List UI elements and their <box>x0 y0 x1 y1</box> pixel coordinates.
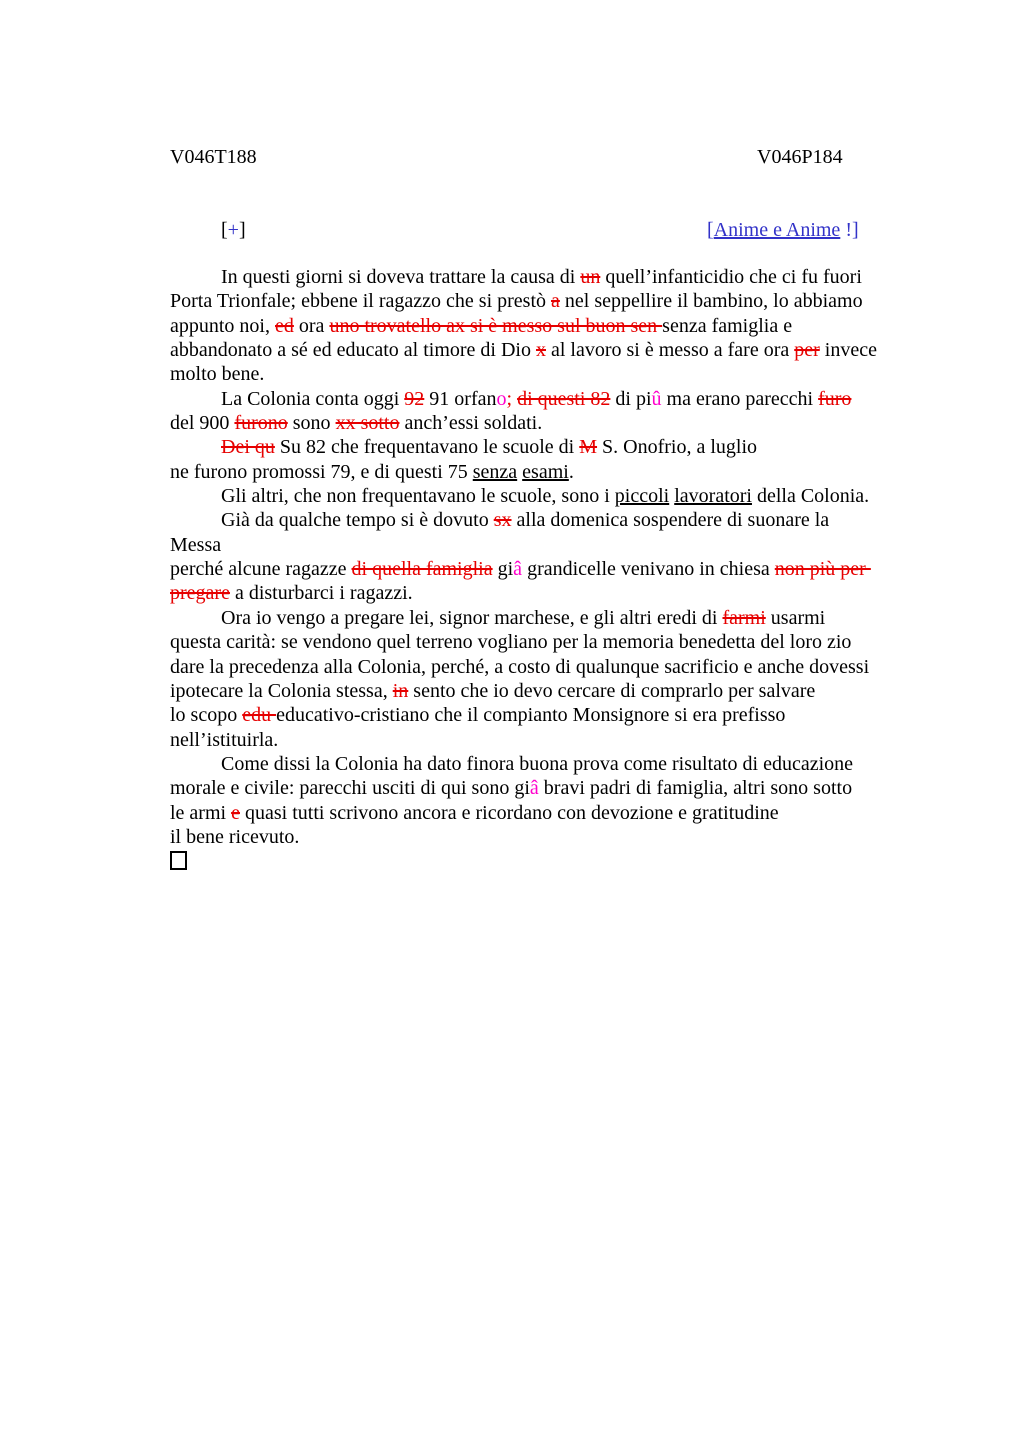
open-bracket: [ <box>221 219 228 241</box>
deleted-text: uno trovatello ax si è messo sul buon sen <box>329 314 663 337</box>
text-run: anch’essi soldati. <box>399 412 543 435</box>
document-body <box>170 265 950 875</box>
text-line <box>170 508 950 532</box>
close-bracket: ] <box>238 219 246 241</box>
deleted-text: M <box>579 436 598 459</box>
text-run: appunto noi, <box>170 314 275 337</box>
text-run: al lavoro si è messo a fare ora <box>546 339 795 362</box>
anime-link[interactable]: Anime e Anime <box>713 219 841 241</box>
deleted-text: ed <box>275 314 294 337</box>
text-run: Ora io vengo a pregare lei, signor marchese, e gli altri eredi di <box>221 606 723 629</box>
text-run: ma erano parecchi <box>661 387 819 410</box>
text-run: dare la precedenza alla Colonia, perché, a costo di qualunque sacrificio e anche dovessi <box>170 655 870 678</box>
text-line <box>170 703 950 727</box>
text-run: La Colonia conta oggi <box>221 387 405 410</box>
text-run: bravi padri di famiglia, altri sono sotto <box>538 777 853 800</box>
text-run: quasi tutti scrivono ancora e ricordano con devozione e gratitudine <box>239 801 779 824</box>
text-line <box>170 776 950 800</box>
text-run: educativo-cristiano che il compianto Monsignore si era prefisso <box>276 704 786 727</box>
deleted-text: furo <box>818 387 852 410</box>
deleted-text: a <box>551 290 560 313</box>
text-line <box>170 435 950 459</box>
text-run: ne furono promossi 79, e di questi 75 <box>170 460 473 483</box>
text-line <box>170 289 950 313</box>
variant-char: o <box>496 387 507 410</box>
deleted-text: un <box>580 266 601 288</box>
text-run: di pi <box>610 387 652 410</box>
deleted-text: di quella famiglia <box>351 558 493 581</box>
text-run: usarmi <box>765 606 826 629</box>
text-line <box>170 557 950 581</box>
text-run: Già da qualche tempo si è dovuto <box>221 509 494 532</box>
text-line <box>170 606 950 630</box>
text-line <box>170 314 950 338</box>
text-run: perché alcune ragazze <box>170 558 352 581</box>
exclamation-mark: ! <box>840 219 852 241</box>
text-run: le armi <box>170 801 232 824</box>
deleted-text: in <box>392 679 409 702</box>
text-run: Porta Trionfale; ebbene il ragazzo che si prestò <box>170 290 551 313</box>
text-run: gi <box>492 558 514 581</box>
page-id-right: V046P184 <box>757 146 843 168</box>
plus-marker-icon[interactable]: + <box>227 219 239 241</box>
text-run: In questi giorni si doveva trattare la causa di <box>221 266 581 288</box>
variant-char: û <box>651 387 662 410</box>
variant-char: â <box>513 558 523 581</box>
deleted-text: pregare <box>170 582 230 605</box>
text-run: lo scopo <box>170 704 243 727</box>
deleted-text: farmi <box>722 606 766 629</box>
text-line <box>170 581 950 605</box>
text-run: sento che io devo cercare di comprarlo per salvare <box>408 679 816 702</box>
text-run: Messa <box>170 533 222 556</box>
deleted-text: per <box>794 339 820 362</box>
text-run: questa carità: se vendono quel terreno vogliano per la memoria benedetta del loro zio <box>170 631 852 654</box>
text-run: nel seppellire il bambino, lo abbiamo <box>559 290 863 313</box>
text-run: quell’infanticidio che ci fu fuori <box>600 266 862 288</box>
text-run: a disturbarci i ragazzi. <box>229 582 413 605</box>
page-id-row <box>170 146 950 169</box>
page-id-left: V046T188 <box>170 146 257 168</box>
text-run: invece <box>819 339 877 362</box>
marker-row <box>170 219 950 242</box>
open-bracket: [ <box>707 219 714 241</box>
underlined-text: piccoli <box>614 485 670 508</box>
deleted-text: e <box>231 801 240 824</box>
text-run: senza famiglia e <box>662 314 793 337</box>
text-line <box>170 411 950 435</box>
expand-marker <box>221 219 246 241</box>
text-run: sono <box>287 412 336 435</box>
deleted-text: non più per <box>774 558 871 581</box>
text-run: molto bene. <box>170 363 265 386</box>
underlined-text: senza <box>472 460 518 483</box>
text-line <box>170 849 950 874</box>
text-line <box>170 387 950 411</box>
text-line <box>170 679 950 703</box>
empty-box-glyph <box>170 851 187 870</box>
text-run: abbandonato a sé ed educato al timore di Dio <box>170 339 536 362</box>
text-line <box>170 338 950 362</box>
red-char: ; <box>506 387 513 410</box>
text-run: il bene ricevuto. <box>170 825 300 848</box>
text-run: 91 orfan <box>424 387 497 410</box>
deleted-text: edu <box>242 704 277 727</box>
text-line <box>170 533 950 557</box>
text-run: del 900 <box>170 412 235 435</box>
deleted-text: 92 <box>404 387 425 410</box>
text-run: morale e civile: parecchi usciti di qui sono gi <box>170 777 530 800</box>
text-line <box>170 655 950 679</box>
close-bracket: ] <box>851 219 859 241</box>
text-line <box>170 460 950 484</box>
variant-char: â <box>529 777 539 800</box>
text-run: nell’istituirla. <box>170 728 279 751</box>
deleted-text: sx <box>493 509 512 532</box>
underlined-text: lavoratori <box>674 485 752 508</box>
text-run: Su 82 che frequentavano le scuole di <box>274 436 580 459</box>
text-run: ora <box>293 314 330 337</box>
text-line <box>170 265 950 289</box>
text-line <box>170 362 950 386</box>
text-run: grandicelle venivano in chiesa <box>522 558 775 581</box>
text-run: ipotecare la Colonia stessa, <box>170 679 393 702</box>
text-line <box>170 752 950 776</box>
text-run: Gli altri, che non frequentavano le scuole, sono i <box>221 485 615 508</box>
text-run: S. Onofrio, a luglio <box>597 436 758 459</box>
text-line <box>170 484 950 508</box>
text-run: Come dissi la Colonia ha dato finora buona prova come risultato di educazione <box>221 752 854 775</box>
deleted-text: xx sotto <box>335 412 400 435</box>
deleted-text: furono <box>234 412 288 435</box>
text-line <box>170 630 950 654</box>
anime-marker <box>707 219 859 242</box>
underlined-text: esami <box>522 460 569 483</box>
text-run: alla domenica sospendere di suonare la <box>511 509 830 532</box>
deleted-text: di questi 82 <box>517 387 611 410</box>
text-line <box>170 728 950 752</box>
text-run: . <box>568 460 574 483</box>
deleted-text: x <box>536 339 546 362</box>
text-line <box>170 801 950 825</box>
text-line <box>170 825 950 849</box>
deleted-text: Dei qu <box>221 436 275 459</box>
text-run: della Colonia. <box>751 485 870 508</box>
